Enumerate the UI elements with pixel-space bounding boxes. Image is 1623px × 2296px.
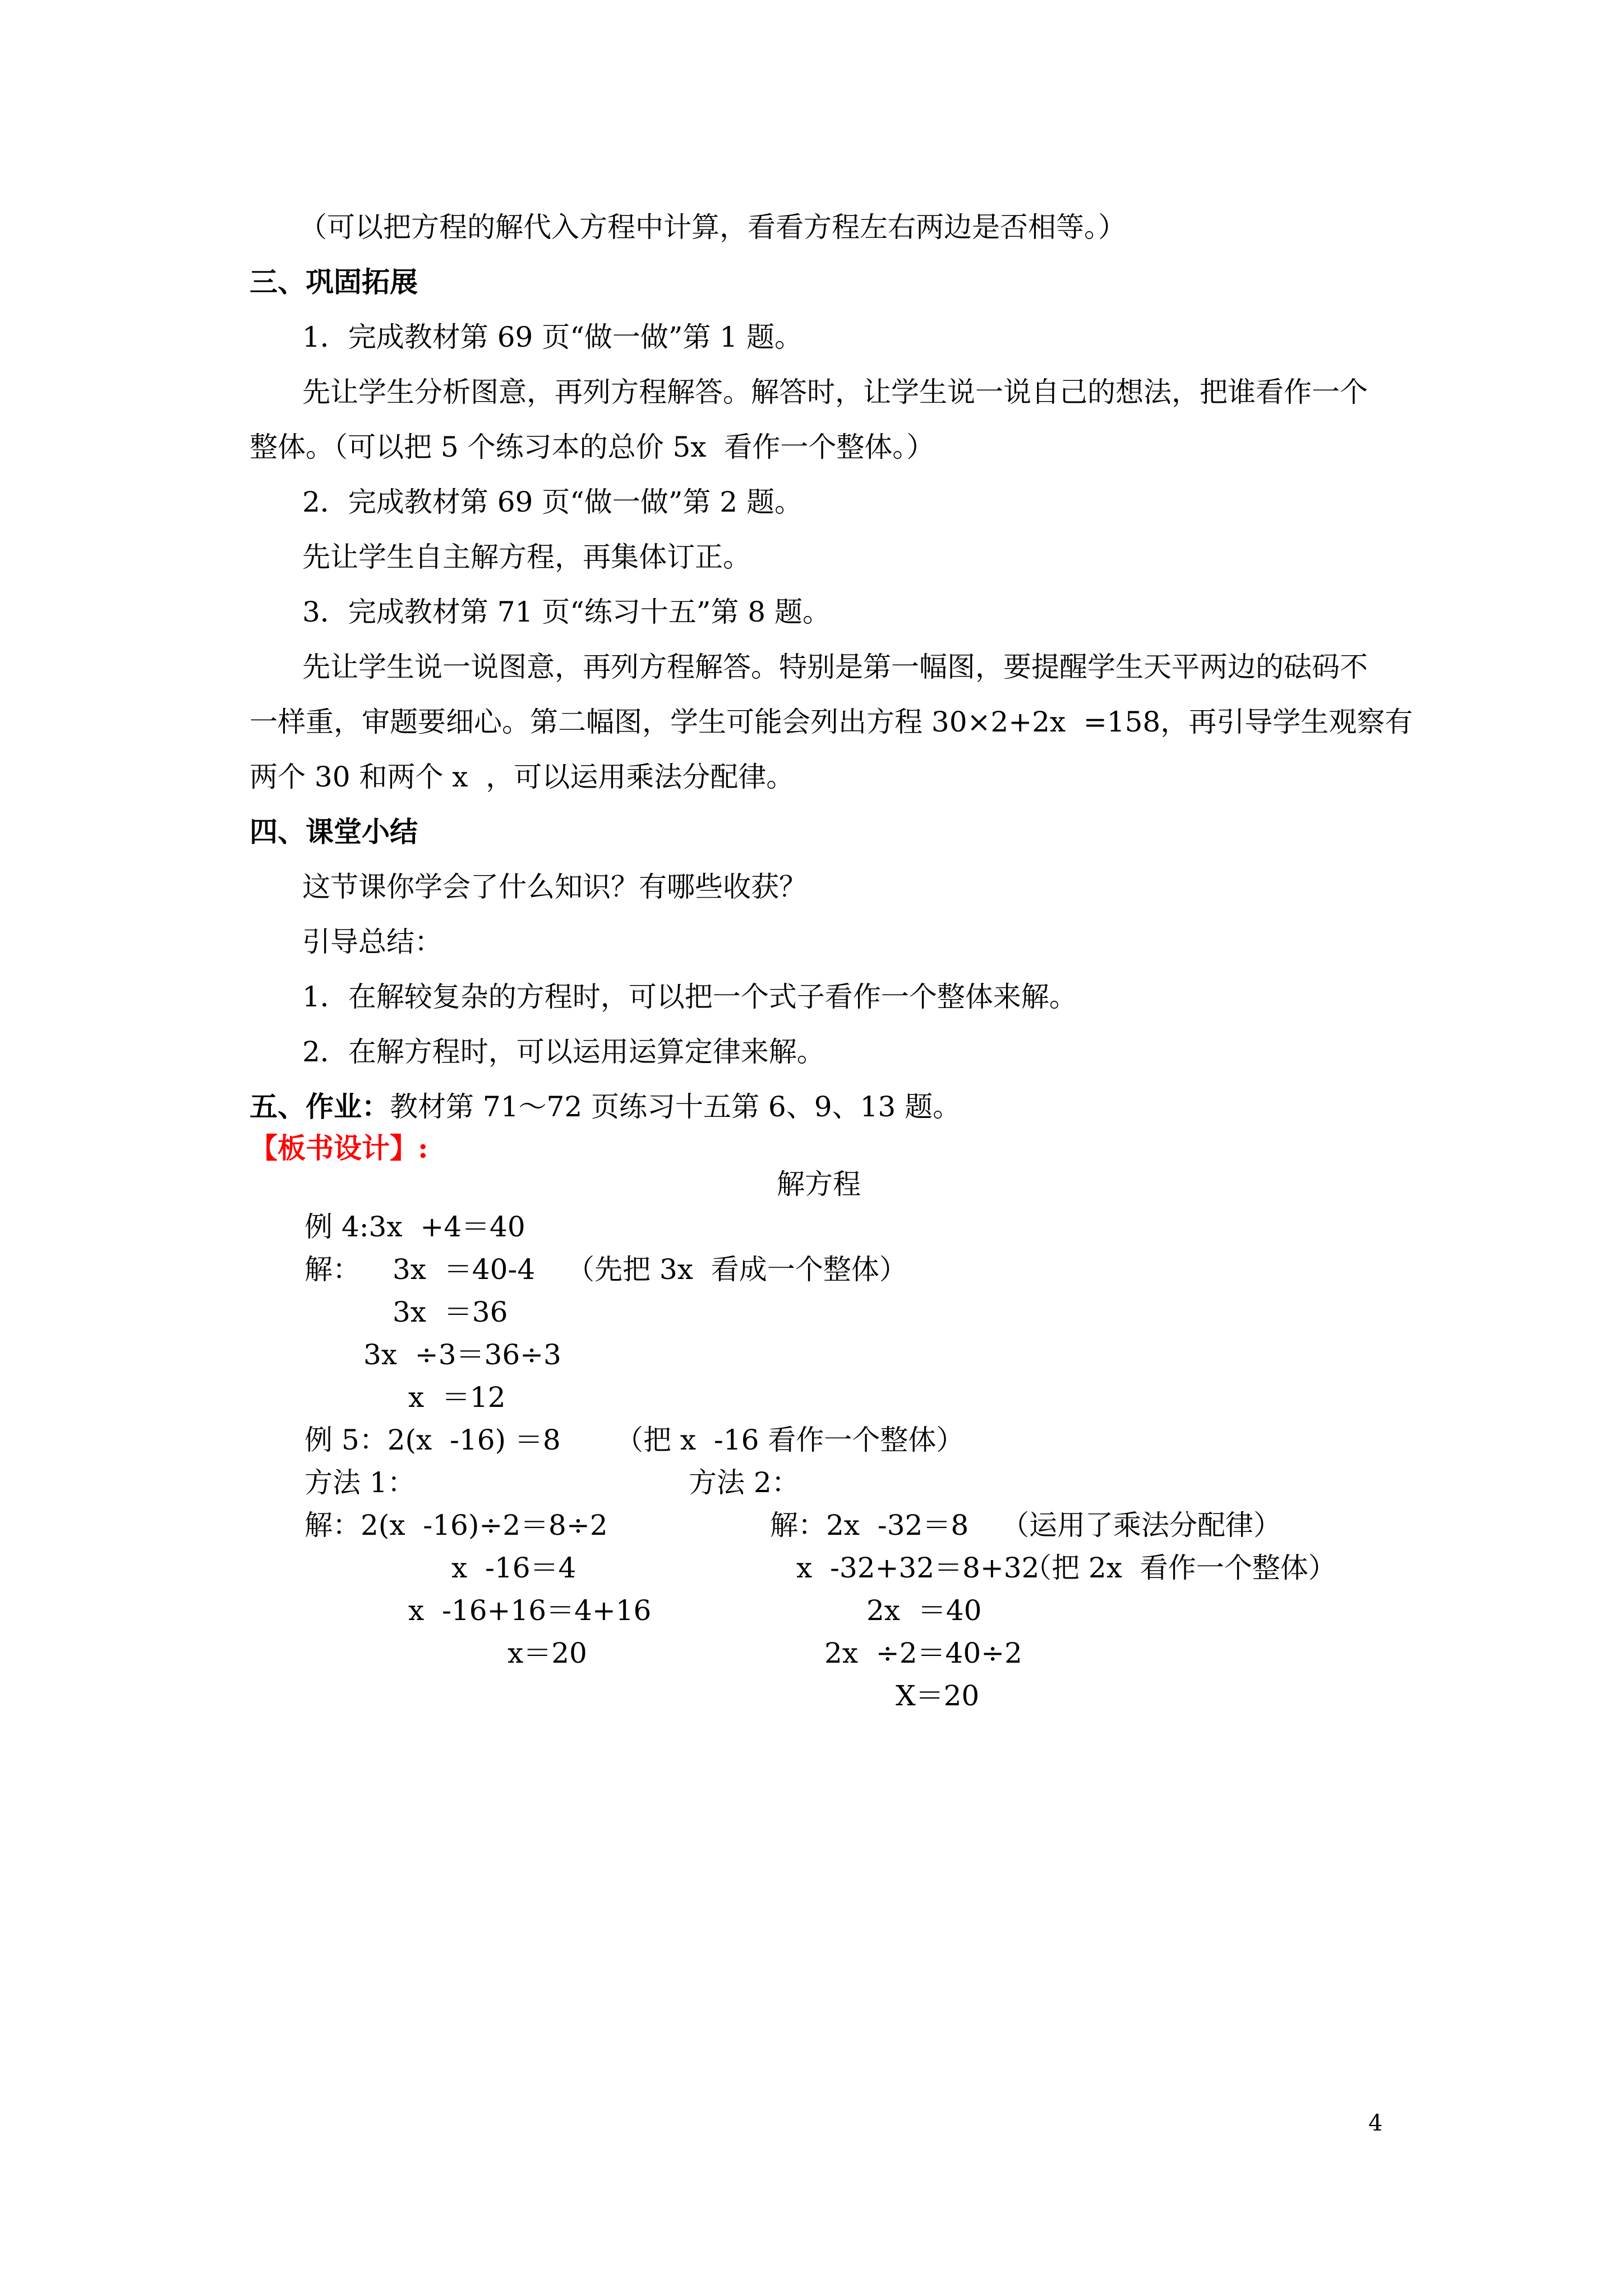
section3-heading: 三、巩固拓展 <box>250 265 418 298</box>
ex4-line2-note: （先把 3x 看成一个整体） <box>566 1253 907 1286</box>
ex5-line1-note: （把 x -16 看作一个整体） <box>615 1424 965 1456</box>
section3-item1-desc-line2: 整体。（可以把 5 个练习本的总价 5x 看作一个整体。） <box>250 431 935 463</box>
section3-item1: 1．完成教材第 69 页“做一做”第 1 题。 <box>302 321 803 353</box>
ex5-method2-label: 方法 2： <box>689 1466 800 1499</box>
section4-point2: 2．在解方程时，可以运用运算定律来解。 <box>302 1036 825 1068</box>
ex5-m2-line2: x -32+32＝8+32 <box>796 1552 1040 1584</box>
ex5-m2-line2-note: （把 2x 看作一个整体） <box>1023 1552 1336 1584</box>
section5-text: 教材第 71～72 页练习十五第 6、9、13 题。 <box>390 1091 961 1123</box>
section4-point1: 1．在解较复杂的方程时，可以把一个式子看作一个整体来解。 <box>302 981 1077 1013</box>
board-heading: 【板书设计】: <box>250 1131 428 1165</box>
section3-item3-desc-line1: 先让学生说一说图意，再列方程解答。特别是第一幅图，要提醒学生天平两边的砝码不 <box>302 651 1368 683</box>
section4-guide: 引导总结： <box>302 926 442 958</box>
ex4-line5: x ＝12 <box>408 1381 506 1414</box>
section3-item3-desc-line3: 两个 30 和两个 x ，可以运用乘法分配律。 <box>250 761 795 793</box>
ex4-line4: 3x ÷3＝36÷3 <box>363 1338 561 1371</box>
ex5-m1-line1: 解：2(x -16)÷2＝8÷2 <box>305 1509 608 1542</box>
ex5-method1-label: 方法 1： <box>305 1466 416 1499</box>
ex5-m1-line2: x -16＝4 <box>451 1552 577 1584</box>
board-title: 解方程 <box>777 1168 861 1200</box>
ex4-line3: 3x ＝36 <box>393 1296 508 1328</box>
section5-line <box>250 1087 961 1126</box>
ex5-m1-line3: x -16+16＝4+16 <box>408 1594 652 1627</box>
ex5-m2-line5: X＝20 <box>896 1680 980 1712</box>
ex5-m2-line1: 解：2x -32＝8 <box>770 1509 969 1542</box>
section3-item2: 2．完成教材第 69 页“做一做”第 2 题。 <box>302 486 803 518</box>
ex4-line2: 3x ＝40-4 <box>393 1253 536 1286</box>
section5-heading: 五、作业： <box>250 1090 390 1123</box>
section3-item1-desc-line1: 先让学生分析图意，再列方程解答。解答时，让学生说一说自己的想法，把谁看作一个 <box>302 376 1368 408</box>
section3-item3: 3．完成教材第 71 页“练习十五”第 8 题。 <box>302 596 831 628</box>
ex5-m1-line4: x＝20 <box>508 1637 587 1669</box>
ex5-line1: 例 5：2(x -16) ＝8 <box>305 1424 561 1456</box>
section4-heading: 四、课堂小结 <box>250 815 418 848</box>
ex5-m2-line4: 2x ÷2＝40÷2 <box>824 1637 1022 1669</box>
ex4-solve-label: 解： <box>305 1253 361 1286</box>
section4-question: 这节课你学会了什么知识？有哪些收获？ <box>302 871 807 903</box>
page-number: 4 <box>1368 2110 1383 2136</box>
ex5-m2-line3: 2x ＝40 <box>866 1594 982 1627</box>
section3-item3-desc-line2: 一样重，审题要细心。第二幅图，学生可能会列出方程 30×2+2x =158，再引导学生观察有 <box>250 706 1413 738</box>
section3-item2-desc: 先让学生自主解方程，再集体订正。 <box>302 541 751 573</box>
ex5-m2-line1-note: （运用了乘法分配律） <box>1001 1509 1281 1542</box>
ex4-line1: 例 4:3x +4＝40 <box>305 1211 525 1243</box>
intro-note: （可以把方程的解代入方程中计算，看看方程左右两边是否相等。） <box>299 211 1126 243</box>
